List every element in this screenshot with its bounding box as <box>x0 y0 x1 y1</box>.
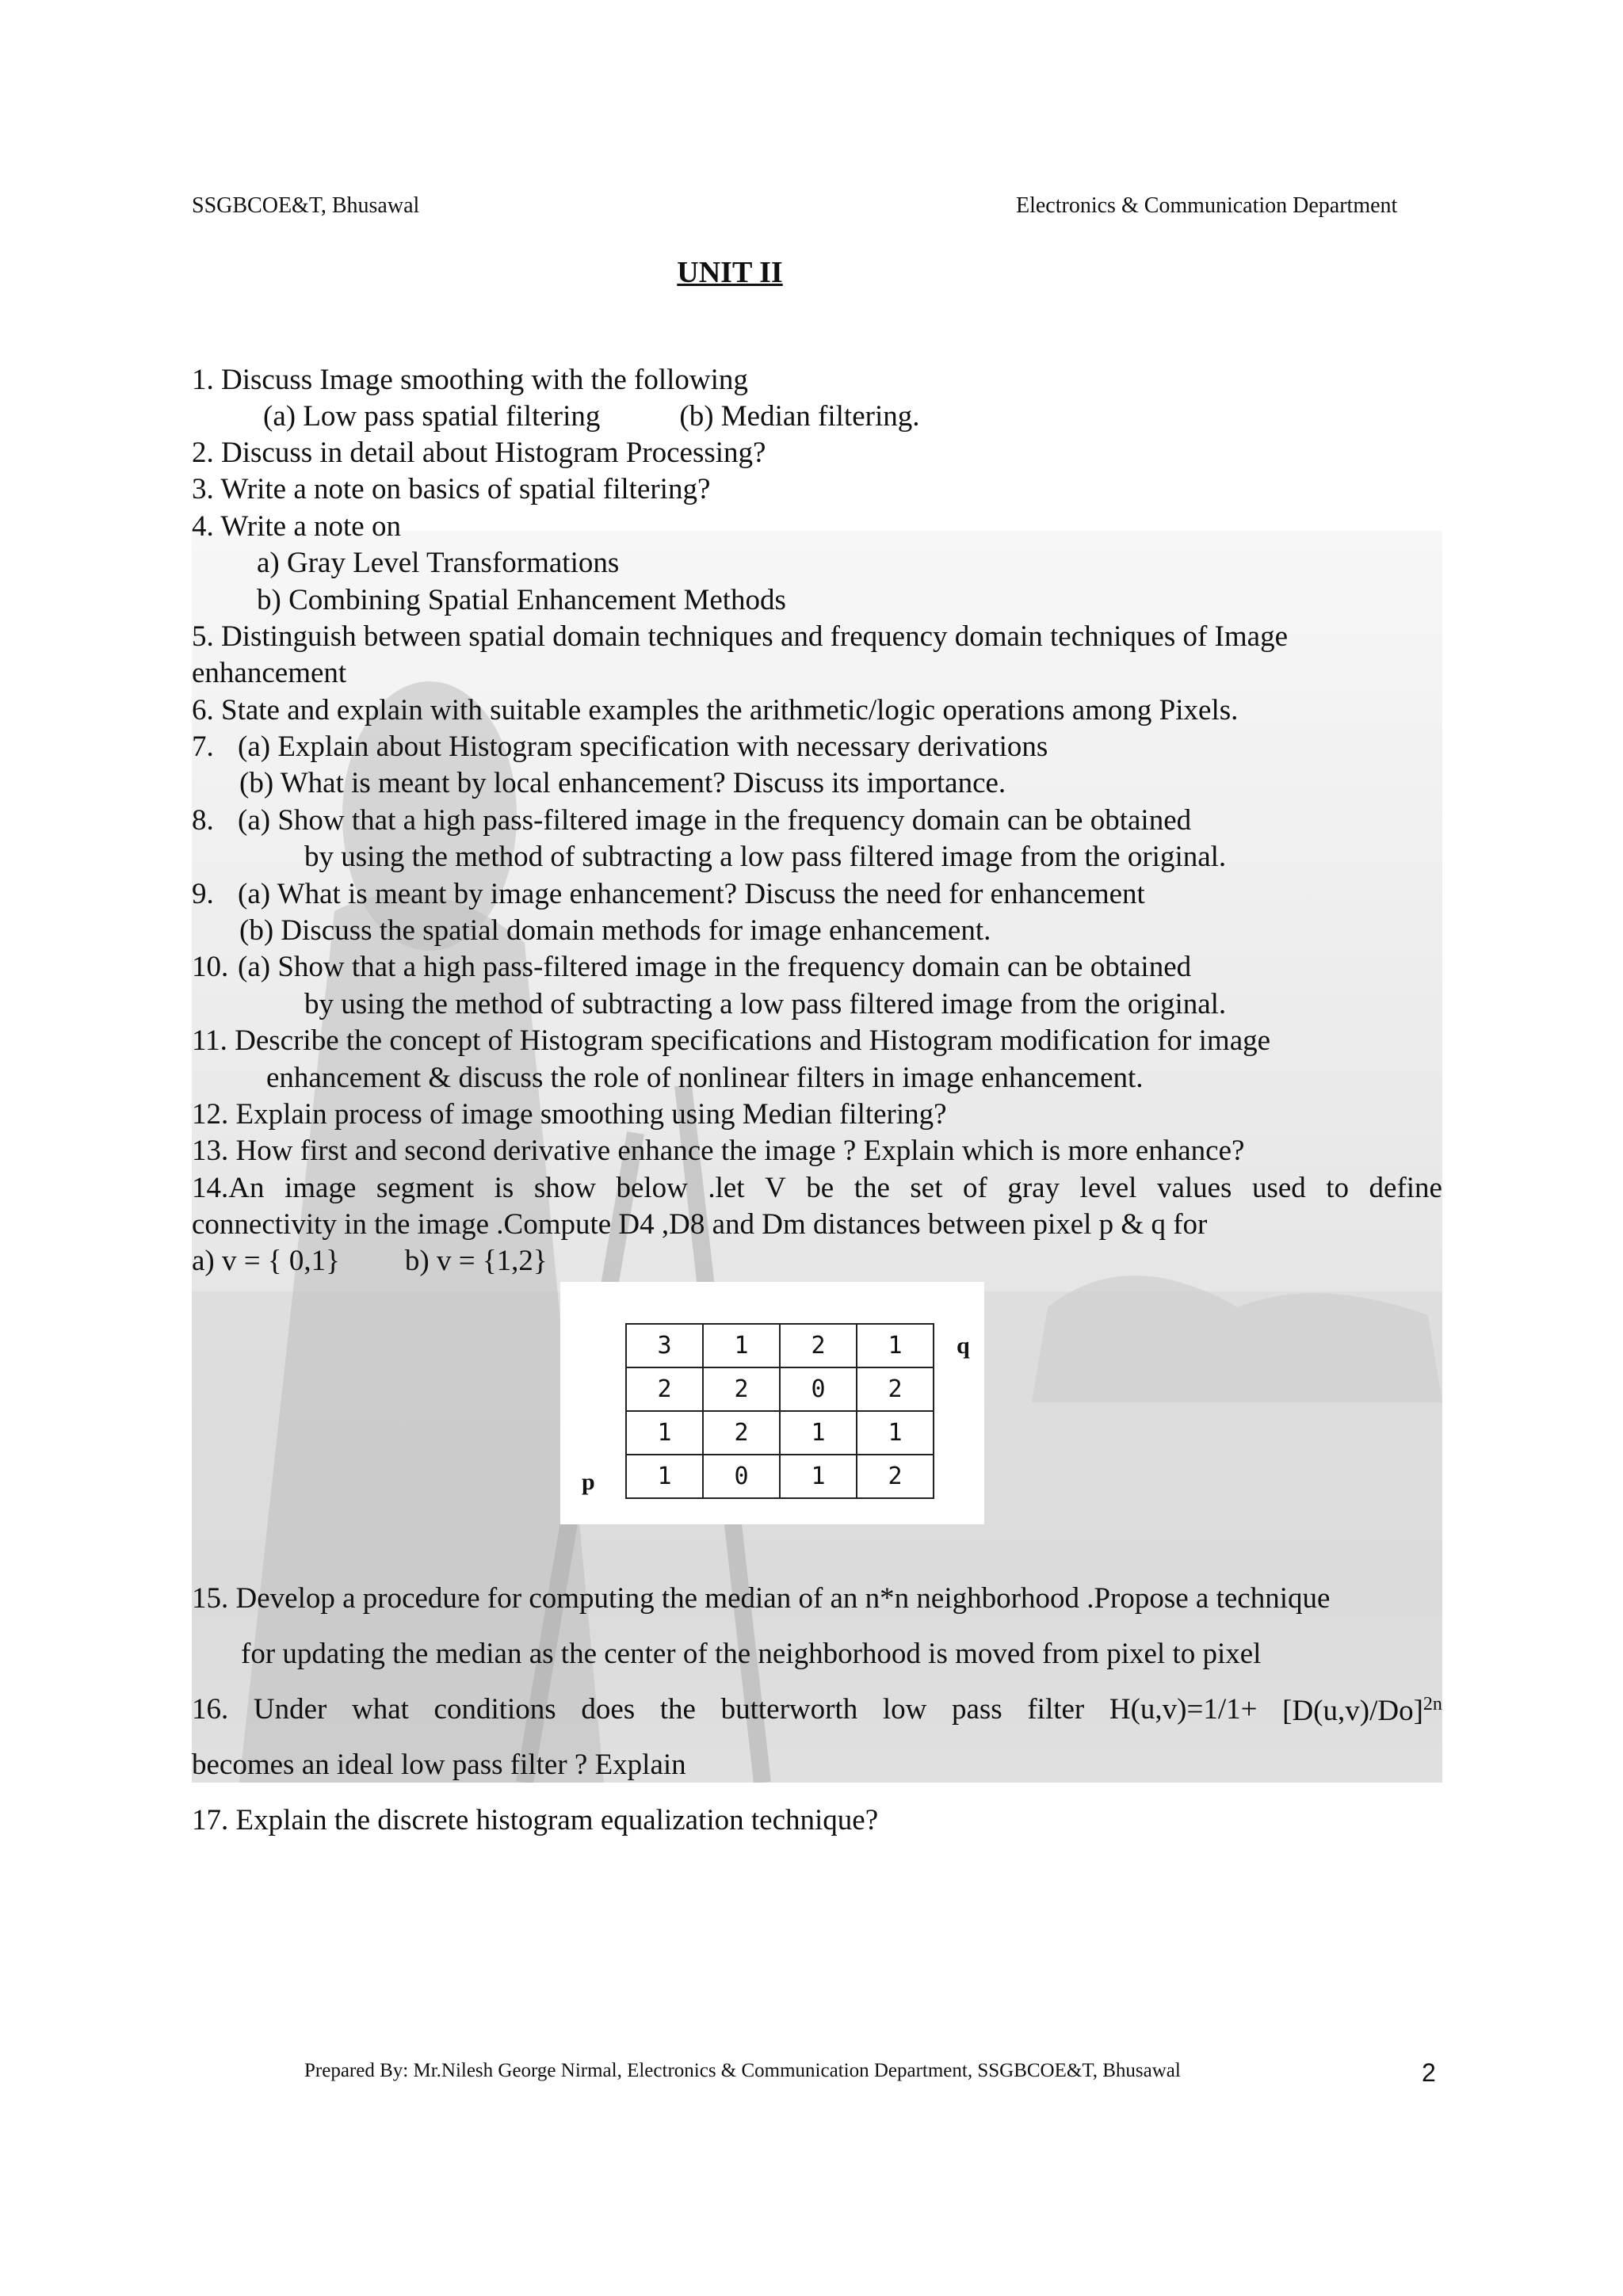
question-9-number: 9. <box>192 878 214 910</box>
question-14-case-b: b) v = {1,2} <box>404 1245 548 1277</box>
question-14-continued: connectivity in the image .Compute D4 ,D8 and Dm distances between pixel p & q for <box>192 1208 1208 1241</box>
question-7-part-b: (b) What is meant by local enhancement? Discuss its importance. <box>239 767 1006 799</box>
question-10-part-b: by using the method of subtracting a low pass filtered image from the original. <box>304 988 1227 1020</box>
pixel-grid-table <box>625 1323 934 1499</box>
question-16-continued: becomes an ideal low pass filter ? Explain <box>192 1749 686 1781</box>
grid-cell: 2 <box>857 1455 934 1498</box>
grid-cell: 1 <box>780 1411 857 1455</box>
question-9-part-a: 9. (a) What is meant by image enhancement? Discuss the need for enhancement <box>192 878 1145 910</box>
question-14-case-a: a) v = { 0,1} <box>192 1245 340 1277</box>
header-institution: SSGBCOE&T, Bhusawal <box>192 193 420 218</box>
header-department: Electronics & Communication Department <box>1016 193 1398 218</box>
question-15-continued: for updating the median as the center of the neighborhood is moved from pixel to pixel <box>241 1638 1262 1670</box>
grid-cell: 1 <box>780 1455 857 1498</box>
question-1: 1. Discuss Image smoothing with the following <box>192 364 748 396</box>
question-4: 4. Write a note on <box>192 510 401 543</box>
question-10-part-a: 10. (a) Show that a high pass-filtered image in the frequency domain can be obtained <box>192 951 1192 983</box>
pixel-label-p: p <box>582 1469 595 1495</box>
question-5: 5. Distinguish between spatial domain techniques and frequency domain techniques of Image <box>192 620 1289 653</box>
question-5-continued: enhancement <box>192 657 347 689</box>
grid-cell: 1 <box>626 1455 703 1498</box>
formula-exponent: 2n <box>1423 1694 1442 1714</box>
page-number: 2 <box>1422 2058 1436 2087</box>
question-14-cases <box>192 1245 548 1278</box>
question-15: 15. Develop a procedure for computing the median of an n*n neighborhood .Propose a technique <box>192 1582 1331 1615</box>
grid-cell: 2 <box>703 1367 780 1411</box>
footer-credit: Prepared By: Mr.Nilesh George Nirmal, Electronics & Communication Department, SSGBCOE&T, Bhusawal <box>304 2060 1181 2081</box>
table-row <box>626 1324 934 1367</box>
grid-cell: 1 <box>703 1324 780 1367</box>
question-1-option-b: (b) Median filtering. <box>679 400 920 433</box>
grid-cell: 3 <box>626 1324 703 1367</box>
grid-cell: 0 <box>780 1367 857 1411</box>
question-14: 14.An image segment is show below .let V be the set of gray level values used to define <box>192 1172 1442 1204</box>
question-2: 2. Discuss in detail about Histogram Processing? <box>192 437 766 469</box>
pixel-grid-figure <box>560 1282 984 1524</box>
question-9-part-b: (b) Discuss the spatial domain methods for image enhancement. <box>239 914 991 947</box>
question-8-part-a: 8. (a) Show that a high pass-filtered image in the frequency domain can be obtained <box>192 804 1192 837</box>
grid-cell: 1 <box>857 1411 934 1455</box>
page-title: UNIT II <box>677 256 783 289</box>
question-10-number: 10. <box>192 951 229 983</box>
grid-cell: 2 <box>780 1324 857 1367</box>
question-6: 6. State and explain with suitable examples the arithmetic/logic operations among Pixels. <box>192 694 1239 727</box>
table-row <box>626 1367 934 1411</box>
question-16: 16. Under what conditions does the butterworth low pass filter H(u,v)=1/1+ $[D(u,v)/Do]^{2n}$ <box>192 1693 1442 1728</box>
butterworth-formula: $[D(u,v)/Do]^{2n}$ <box>1282 1694 1442 1728</box>
question-12: 12. Explain process of image smoothing using Median filtering? <box>192 1098 947 1131</box>
grid-cell: 2 <box>703 1411 780 1455</box>
grid-cell: 2 <box>857 1367 934 1411</box>
grid-cell: 1 <box>626 1411 703 1455</box>
grid-cell: 0 <box>703 1455 780 1498</box>
question-8-part-b: by using the method of subtracting a low pass filtered image from the original. <box>304 841 1227 873</box>
question-3: 3. Write a note on basics of spatial filtering? <box>192 473 711 505</box>
question-1-option-a: (a) Low pass spatial filtering <box>263 400 601 433</box>
question-7-number: 7. <box>192 730 214 763</box>
question-1-options <box>192 401 919 433</box>
question-11: 11. Describe the concept of Histogram specifications and Histogram modification for image <box>192 1024 1271 1057</box>
question-4-part-a: a) Gray Level Transformations <box>257 547 620 579</box>
table-row <box>626 1455 934 1498</box>
question-4-part-b: b) Combining Spatial Enhancement Methods <box>257 584 786 616</box>
question-17: 17. Explain the discrete histogram equalization technique? <box>192 1804 879 1836</box>
question-8-number: 8. <box>192 804 214 837</box>
table-row <box>626 1411 934 1455</box>
question-13: 13. How first and second derivative enhance the image ? Explain which is more enhance? <box>192 1135 1245 1167</box>
question-11-continued: enhancement & discuss the role of nonlinear filters in image enhancement. <box>266 1062 1144 1094</box>
question-7-part-a: 7. (a) Explain about Histogram specification with necessary derivations <box>192 730 1048 763</box>
grid-cell: 1 <box>857 1324 934 1367</box>
pixel-label-q: q <box>957 1333 970 1359</box>
grid-cell: 2 <box>626 1367 703 1411</box>
